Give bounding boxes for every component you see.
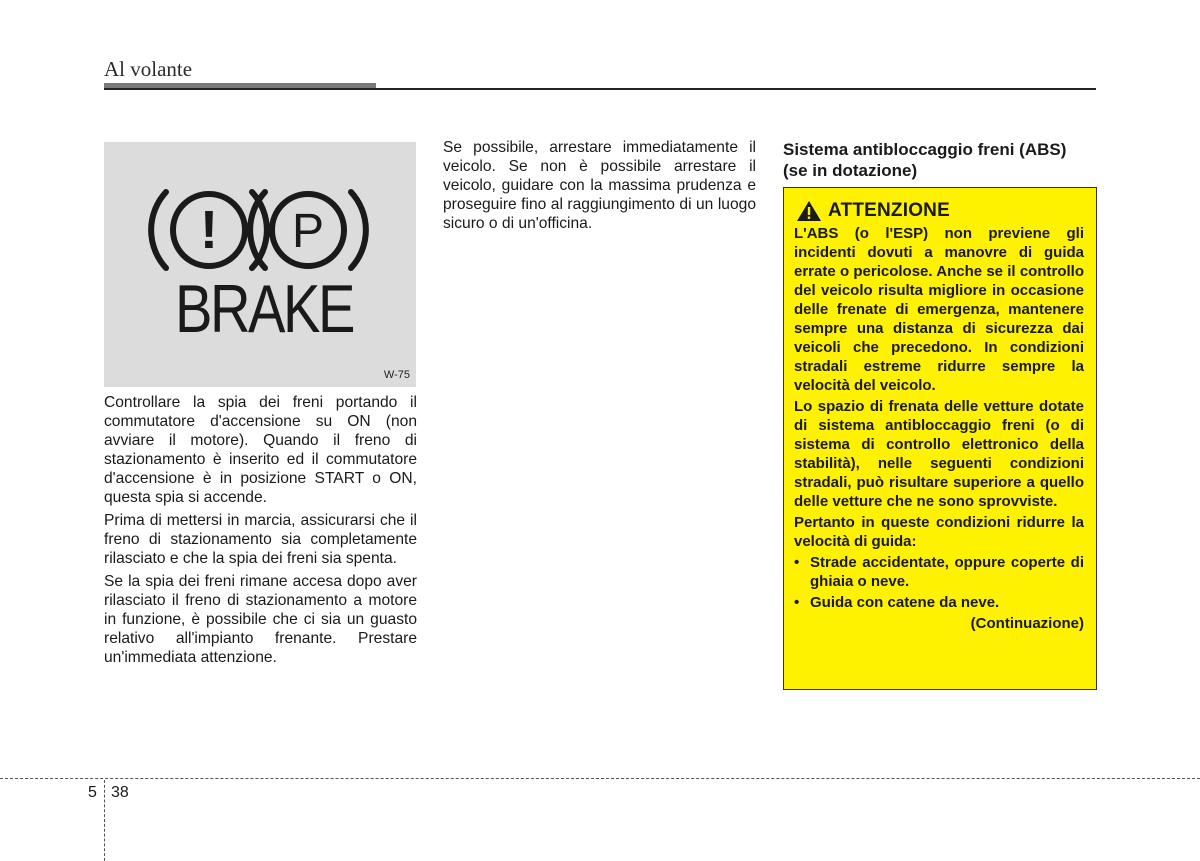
- exclaim-symbol: !: [200, 200, 218, 260]
- warning-title: ATTENZIONE: [828, 200, 950, 221]
- warning-triangle-icon: [796, 200, 822, 222]
- list-item: • Strade accidentate, oppure coperte di ghiaia o neve.: [794, 554, 1084, 590]
- warning-header: [796, 200, 1084, 222]
- figure-code: W-75: [383, 369, 410, 381]
- warning-paragraph: L'ABS (o l'ESP) non previene gli incidenti dovuti a manovre di guida errate o pericolose. Anche se il controllo del veicolo risulta migliore in occasione delle frenate di emergenza, mantenere sempre una distanza di sicurezza dai veicoli che precedono. In condizioni stradali estreme ridurre sempre la velocità del veicolo.: [794, 225, 1084, 394]
- page-number: 38: [111, 784, 129, 801]
- paragraph: Se possibile, arrestare immediatamente il veicolo. Se non è possibile arrestare il veicolo, guidare con la massima prudenza e proseguire fino al raggiungimento di un luogo sicuro o di un'officina.: [443, 139, 756, 232]
- header-rule-thin: [104, 88, 1096, 90]
- warning-list: [794, 553, 1084, 612]
- warning-box: [783, 187, 1097, 690]
- column-left: [104, 393, 417, 671]
- continuation-label: (Continuazione): [970, 615, 1084, 632]
- paragraph: Controllare la spia dei freni portando il commutatore d'accensione su ON (non avviare il motore). Quando il freno di stazionamento è inserito ed il commutatore d'accensione è in posizione START o ON, questa spia si accende.: [104, 394, 417, 506]
- page-header-title: Al volante: [104, 57, 193, 81]
- column-middle: [443, 138, 756, 237]
- brake-label: BRAKE: [175, 271, 354, 347]
- park-symbol: P: [291, 205, 325, 258]
- list-item: • Guida con catene da neve.: [794, 594, 1000, 611]
- chapter-number: 5: [88, 784, 97, 801]
- paragraph: Se la spia dei freni rimane accesa dopo aver rilasciato il freno di stazionamento a motore in funzione, è possibile che ci sia un guasto relativo all'impianto frenante. Prestare un'immediata attenzione.: [104, 573, 417, 666]
- section-title: Sistema antibloccaggio freni (ABS) (se in dotazione): [783, 140, 1067, 180]
- paragraph: Prima di mettersi in marcia, assicurarsi che il freno di stazionamento sia completamente rilasciato e che la spia dei freni sia spenta.: [104, 512, 417, 567]
- footer-vertical-divider: [104, 780, 105, 861]
- warning-paragraph: Pertanto in queste condizioni ridurre la velocità di guida:: [794, 514, 1084, 550]
- warning-paragraph: Lo spazio di frenata delle vetture dotate di sistema antibloccaggio freni (o di sistema di controllo elettronico della stabilità), nelle seguenti condizioni stradali, può risultare superiore a quello delle vetture che ne sono sprovviste.: [794, 398, 1084, 510]
- brake-warning-light-icon: [104, 142, 416, 387]
- brake-warning-figure: [104, 142, 416, 387]
- footer-divider: [0, 778, 1200, 779]
